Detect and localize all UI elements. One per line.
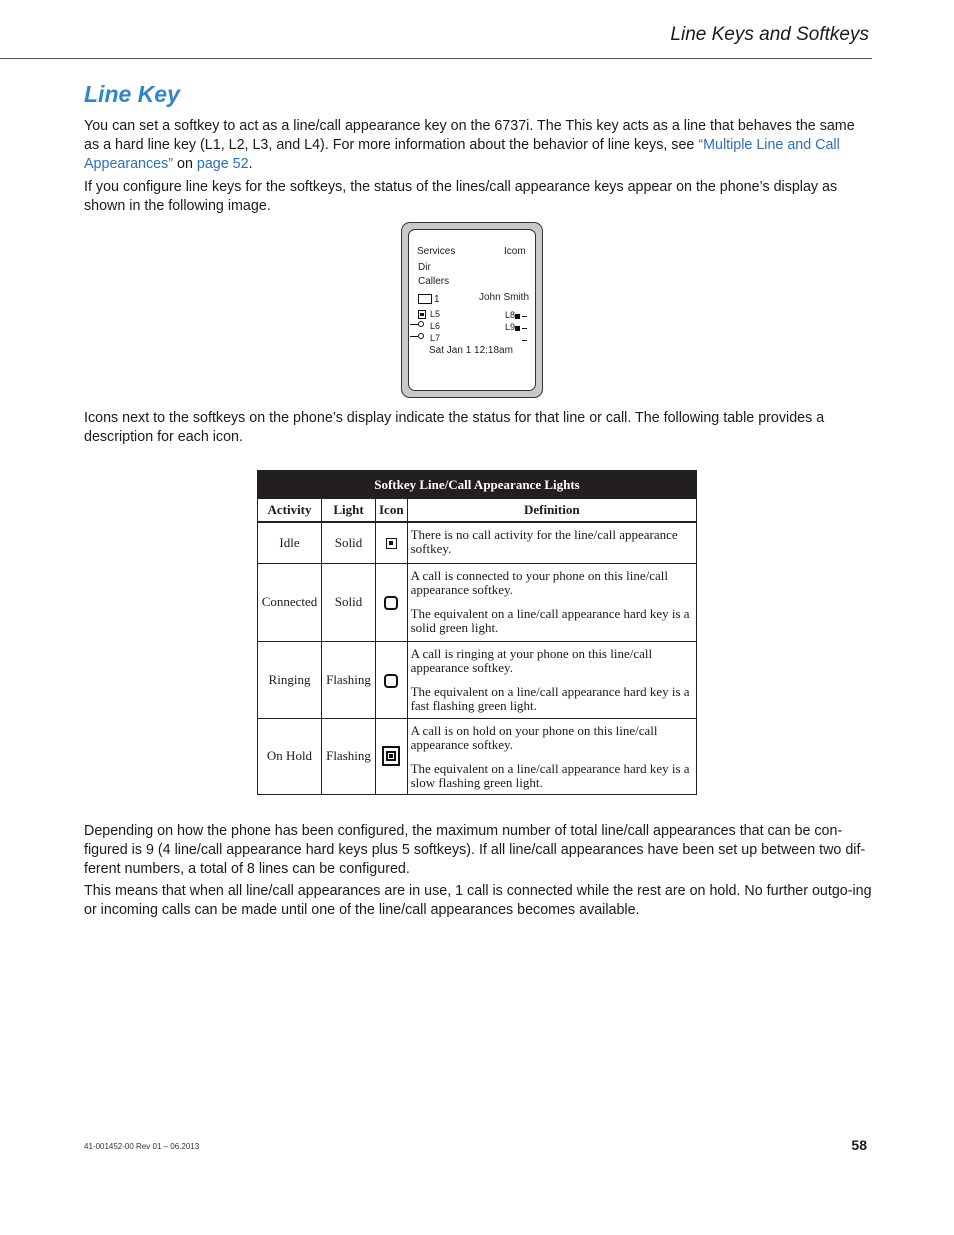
hold-square-icon <box>382 746 400 766</box>
chapter-title: Line Keys and Softkeys <box>670 24 869 45</box>
l8-idle-icon <box>515 314 520 319</box>
connected-circle-icon <box>384 596 398 610</box>
icon-cell <box>376 718 408 794</box>
row-definition: A call is connected to your phone on this line/call appearance softkey. The equivalent on a line/call appearance hard key is a solid green light. <box>407 563 696 641</box>
envelope-icon <box>418 294 432 304</box>
table-caption: Softkey Line/Call Appearance Lights <box>258 471 697 499</box>
document-id: 41-001452-00 Rev 01 – 06.2013 <box>84 1142 200 1151</box>
intro-text: You can set a softkey to act as a line/call appearance key on the 6737i. The This key acts as a line that behaves the same as a hard line key (L1, L2, L3, and L4). For more information about the behavior of line keys, see <box>84 118 855 153</box>
phone-display-illustration <box>401 222 543 398</box>
caller-name: John Smith <box>479 292 530 303</box>
row-definition: A call is on hold on your phone on this line/call appearance softkey. The equivalent on a line/call appearance hard key is a slow flashing green light. <box>407 718 696 794</box>
services-label: Services <box>417 246 456 257</box>
date-time: Sat Jan 1 12:18am <box>429 345 513 356</box>
l9-idle-icon <box>515 326 520 331</box>
table-row <box>258 522 697 563</box>
line-l6: L6 <box>430 321 441 331</box>
connected-icon <box>418 321 424 327</box>
row-definition: There is no call activity for the line/call appearance softkey. <box>407 522 696 563</box>
table-row <box>258 641 697 718</box>
col-light: Light <box>322 499 376 523</box>
intro-paragraph: You can set a softkey to act as a line/call appearance key on the 6737i. The This key acts as a line that behaves the same as a hard line key (L1, L2, L3, and L4). For more information about the behavior of line keys, see “Multiple Line and Call Appearances” on page 52. <box>84 118 855 172</box>
softkey-lights-table <box>257 470 697 795</box>
icon-cell <box>376 522 408 563</box>
icon-cell <box>376 641 408 718</box>
line-l9: L9 <box>505 322 516 332</box>
max-lines-paragraph: Depending on how the phone has been configured, the maximum number of total line/call appearances that can be con-figured is 9 (4 line/call appearance hard keys plus 5 softkeys). If all line/call appearances have been set up between two dif-ferent numbers, a total of 8 lines can be configured. <box>84 823 866 877</box>
row-activity: Idle <box>258 522 322 563</box>
callers-label: Callers <box>418 276 450 287</box>
line-l5: L5 <box>430 309 441 319</box>
ringing-icon <box>418 333 424 339</box>
row-activity: Ringing <box>258 641 322 718</box>
line-l8: L8 <box>505 310 516 320</box>
line-l7: L7 <box>430 333 441 343</box>
in-use-paragraph: This means that when all line/call appearances are in use, 1 call is connected while the rest are on hold. No further outgo-ing or incoming calls can be made until one of the line/call appearances becomes available. <box>84 883 872 918</box>
icon-cell <box>376 563 408 641</box>
col-definition: Definition <box>407 499 696 523</box>
icom-label: Icom <box>504 246 526 257</box>
section-title: Line Key <box>84 81 180 107</box>
col-icon: Icon <box>376 499 408 523</box>
table-row <box>258 563 697 641</box>
dir-label: Dir <box>418 262 431 273</box>
table-row <box>258 718 697 794</box>
row-light: Solid <box>322 522 376 563</box>
message-count: 1 <box>434 294 440 305</box>
row-activity: Connected <box>258 563 322 641</box>
page-number: 58 <box>851 1137 867 1153</box>
ringing-circle-icon <box>384 674 398 688</box>
row-definition: A call is ringing at your phone on this line/call appearance softkey. The equivalent on a line/call appearance hard key is a fast flashing green light. <box>407 641 696 718</box>
row-light: Flashing <box>322 641 376 718</box>
row-light: Flashing <box>322 718 376 794</box>
icons-paragraph: Icons next to the softkeys on the phone’s display indicate the status for that line or call. The following table provides a description for each icon. <box>84 410 825 445</box>
phone-screen <box>408 229 536 391</box>
row-activity: On Hold <box>258 718 322 794</box>
col-activity: Activity <box>258 499 322 523</box>
idle-square-icon <box>386 538 397 549</box>
header-divider <box>0 58 872 59</box>
page-52-link[interactable]: page 52 <box>196 155 249 172</box>
row-light: Solid <box>322 563 376 641</box>
multiple-line-link[interactable]: “Multiple Line and Call Appearances” <box>84 136 840 172</box>
configure-paragraph: If you configure line keys for the softkeys, the status of the lines/call appearance keys appear on the phone’s display as shown in the following image. <box>84 179 838 214</box>
